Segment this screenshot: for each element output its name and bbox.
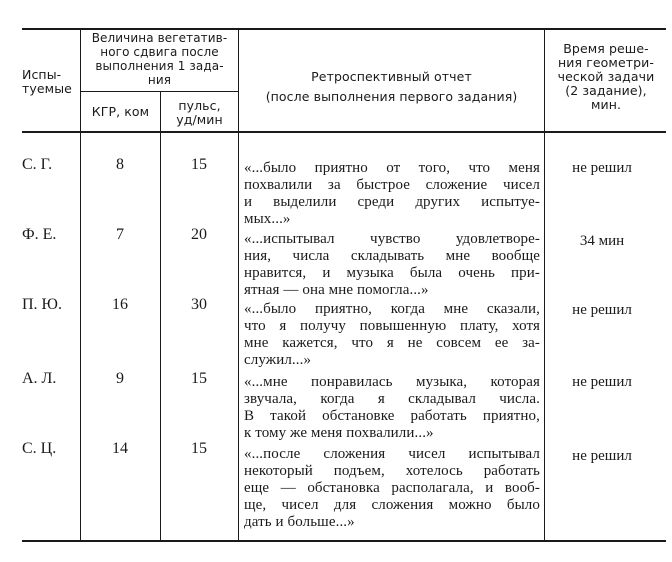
kgr-value: 8 [116,156,124,173]
pulse-value: 30 [191,296,207,313]
subject-name: С. Ц. [22,440,57,457]
header-report-line: (после выполнения первого задания) [265,89,518,104]
report-line: «...после сложения чисел испытывал [244,446,540,462]
report-line: служил...» [244,352,312,368]
report-text [244,160,540,228]
col-divider-report [544,28,545,540]
header-time-line: ческой задачи [557,69,655,84]
header-pulse [161,99,238,127]
report-line: «...мне понравилась музыка, которая [244,374,540,390]
table-bottom-rule [22,540,666,542]
report-line: мне кажется, что я не совсем ее за- [244,335,540,351]
shift-group-divider [80,91,238,92]
report-line: к тому же меня похвалили...» [244,425,434,441]
kgr-value: 14 [112,440,128,457]
solve-time: не решил [572,160,632,176]
subject-name: А. Л. [22,370,57,387]
report-line: мых...» [244,211,291,227]
subject-name: Ф. Е. [22,226,57,243]
header-pulse-line: пульс, [178,98,221,113]
report-line: нравится, и музыка была очень при- [244,265,540,281]
report-line: звучала, когда я складывал числа. [244,391,540,407]
header-time [546,42,666,112]
solve-time: не решил [572,302,632,318]
kgr-value: 7 [116,226,124,243]
report-line: похвалили за быстрое сложение чисел [244,177,540,193]
report-text [244,301,540,369]
report-line: ятная — она мне помогла...» [244,282,429,298]
report-line: что я получу повышенную плату, хотя [244,318,540,334]
header-kgr [81,105,160,119]
report-line: некоторый подъем, хотелось работать [244,463,540,479]
header-shift-line: ния [147,73,172,87]
header-shift-line: Величина вегетатив- [91,31,228,45]
header-time-line: ния геометри- [558,55,654,70]
header-shift-group [81,31,238,87]
pulse-value: 20 [191,226,207,243]
header-time-line: мин. [590,97,622,112]
report-line: ще, чисел для сложения можно было [244,497,540,513]
report-text [244,374,540,442]
header-time-line: (2 задание), [565,83,647,98]
report-line: дать и больше...» [244,514,355,530]
report-line: ния, числа складывать мне вообще [244,248,540,264]
report-line: «...испытывал чувство удовлетворе- [244,231,540,247]
report-text [244,446,540,531]
report-text [244,231,540,299]
pulse-value: 15 [191,440,207,457]
header-shift-line: выполнения 1 зада- [95,59,224,73]
header-bottom-rule [22,131,666,133]
header-report-line: Ретроспективный отчет [311,69,472,84]
header-pulse-line: уд/мин [176,112,223,127]
header-shift-line: ного сдвига после [100,45,219,59]
solve-time: не решил [572,374,632,390]
pulse-value: 15 [191,156,207,173]
header-kgr-label: КГР, ком [91,104,150,119]
report-line: «...было приятно от того, что меня [244,160,540,176]
header-time-line: Время реше- [563,41,649,56]
header-subject-line: Испы- [22,67,62,82]
header-report [239,67,544,107]
report-line: «...было приятно, когда мне сказали, [244,301,540,317]
report-line: и выделили среди других испытуе- [244,194,540,210]
solve-time: не решил [572,448,632,464]
subject-name: П. Ю. [22,296,62,313]
report-line: В такой обстановке работать приятно, [244,408,540,424]
header-subject-line: туемые [22,81,72,96]
pulse-value: 15 [191,370,207,387]
report-line: еще — обстановка располагала, и вооб- [244,480,540,496]
subject-name: С. Г. [22,156,53,173]
kgr-value: 16 [112,296,128,313]
table-top-rule [22,28,666,30]
header-subject [22,68,80,96]
kgr-value: 9 [116,370,124,387]
solve-time: 34 мин [579,233,625,249]
